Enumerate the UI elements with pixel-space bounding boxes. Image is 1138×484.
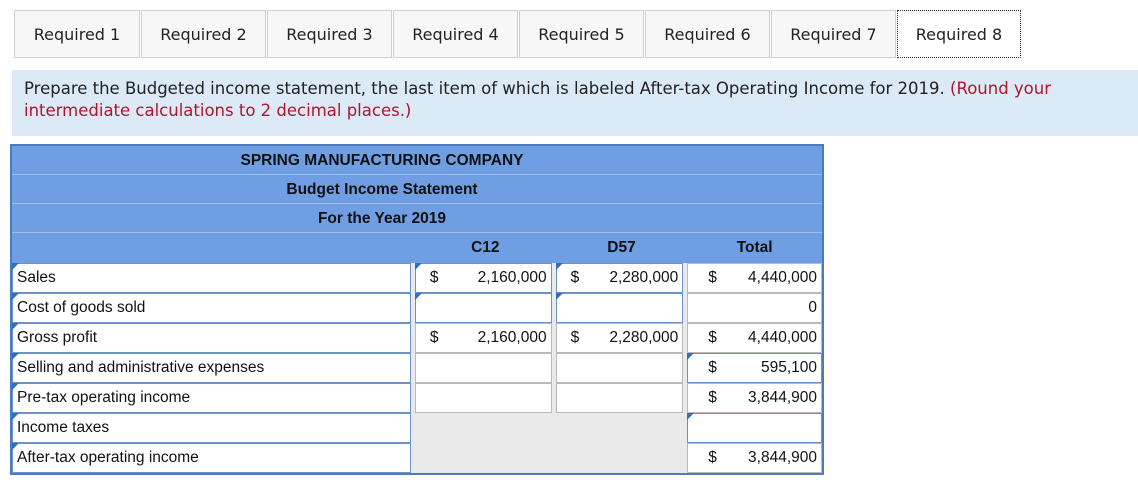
total-gross-profit xyxy=(687,323,822,353)
dollar-sign xyxy=(430,294,444,322)
d57-sales-input[interactable] xyxy=(556,263,684,293)
d57-cogs-input[interactable] xyxy=(556,293,684,323)
total-sales xyxy=(687,263,822,293)
dollar-sign xyxy=(571,294,585,322)
tab-required-2[interactable]: Required 2 xyxy=(141,10,266,58)
tab-required-1[interactable]: Required 1 xyxy=(14,10,140,58)
statement-title: Budget Income Statement xyxy=(12,175,822,204)
d57-after-tax xyxy=(556,443,684,473)
income-statement-table xyxy=(10,144,824,475)
total-selling-admin-input[interactable] xyxy=(687,353,822,383)
tab-required-6[interactable]: Required 6 xyxy=(645,10,770,58)
tab-required-4[interactable]: Required 4 xyxy=(393,10,518,58)
d57-sales-value: 2,280,000 xyxy=(609,269,679,286)
c12-gross-profit xyxy=(415,323,552,353)
table-row-income-taxes xyxy=(12,413,822,443)
company-name: SPRING MANUFACTURING COMPANY xyxy=(12,146,822,175)
d57-pretax xyxy=(556,383,684,413)
c12-selling-admin xyxy=(415,353,552,383)
dollar-sign: $ xyxy=(429,329,439,346)
statement-period: For the Year 2019 xyxy=(12,204,822,233)
dollar-sign: $ xyxy=(570,329,580,346)
d57-income-taxes xyxy=(556,413,684,443)
d57-gross-profit-value: 2,280,000 xyxy=(609,329,679,346)
total-cogs-value: 0 xyxy=(808,299,817,316)
row-label-gross-profit[interactable]: Gross profit xyxy=(12,323,411,353)
dollar-sign: $ xyxy=(570,269,580,286)
table-row-gross-profit xyxy=(12,323,822,353)
dollar-sign: $ xyxy=(708,329,717,346)
row-label-cogs[interactable]: Cost of goods sold xyxy=(12,293,411,323)
table-row-after-tax xyxy=(12,443,822,473)
dollar-sign: $ xyxy=(708,449,717,466)
c12-sales-value: 2,160,000 xyxy=(477,269,547,286)
tab-required-3[interactable]: Required 3 xyxy=(267,10,392,58)
d57-gross-profit xyxy=(556,323,684,353)
row-label-selling-admin[interactable]: Selling and administrative expenses xyxy=(12,353,411,383)
instruction-text: Prepare the Budgeted income statement, the last item of which is labeled After-tax Operating Income for 2019. xyxy=(24,79,945,98)
table-row-pretax xyxy=(12,383,822,413)
total-pretax-value: 3,844,900 xyxy=(748,389,817,406)
tab-bar xyxy=(14,10,1021,58)
c12-gross-profit-value: 2,160,000 xyxy=(477,329,547,346)
total-income-taxes-input[interactable] xyxy=(687,413,822,443)
column-header-total: Total xyxy=(736,239,773,256)
row-label-sales[interactable]: Sales xyxy=(12,263,411,293)
total-gross-profit-value: 4,440,000 xyxy=(748,329,817,346)
total-after-tax-value: 3,844,900 xyxy=(748,449,817,466)
c12-pretax xyxy=(415,383,552,413)
tab-required-7[interactable]: Required 7 xyxy=(771,10,896,58)
row-label-after-tax[interactable]: After-tax operating income xyxy=(12,443,411,473)
tab-required-8[interactable]: Required 8 xyxy=(897,10,1021,58)
column-header-c12: C12 xyxy=(471,239,500,256)
table-row-selling-admin xyxy=(12,353,822,383)
total-pretax xyxy=(687,383,822,413)
total-sales-value: 4,440,000 xyxy=(748,269,817,286)
dollar-sign: $ xyxy=(708,269,717,286)
row-label-income-taxes[interactable]: Income taxes xyxy=(12,413,411,443)
dollar-sign: $ xyxy=(429,269,439,286)
total-after-tax xyxy=(687,443,822,473)
c12-cogs-input[interactable] xyxy=(415,293,552,323)
c12-after-tax xyxy=(415,443,552,473)
c12-income-taxes xyxy=(415,413,552,443)
d57-selling-admin xyxy=(556,353,684,383)
dollar-sign: $ xyxy=(708,389,717,406)
c12-sales-input[interactable] xyxy=(415,263,552,293)
column-header-d57: D57 xyxy=(607,239,636,256)
rounding-note: (Round your intermediate calculations to 2 decimal places.) xyxy=(24,79,1052,120)
dollar-sign xyxy=(708,294,722,322)
table-row-sales xyxy=(12,263,822,293)
total-cogs xyxy=(687,293,822,323)
total-selling-admin-value: 595,100 xyxy=(760,359,817,376)
dollar-sign xyxy=(708,414,722,442)
instruction-box xyxy=(12,70,1138,136)
table-row-cogs xyxy=(12,293,822,323)
column-header-row xyxy=(12,233,822,263)
row-label-pretax[interactable]: Pre-tax operating income xyxy=(12,383,411,413)
tab-required-5[interactable]: Required 5 xyxy=(519,10,644,58)
label-column-header xyxy=(12,233,415,263)
dollar-sign: $ xyxy=(708,359,717,376)
